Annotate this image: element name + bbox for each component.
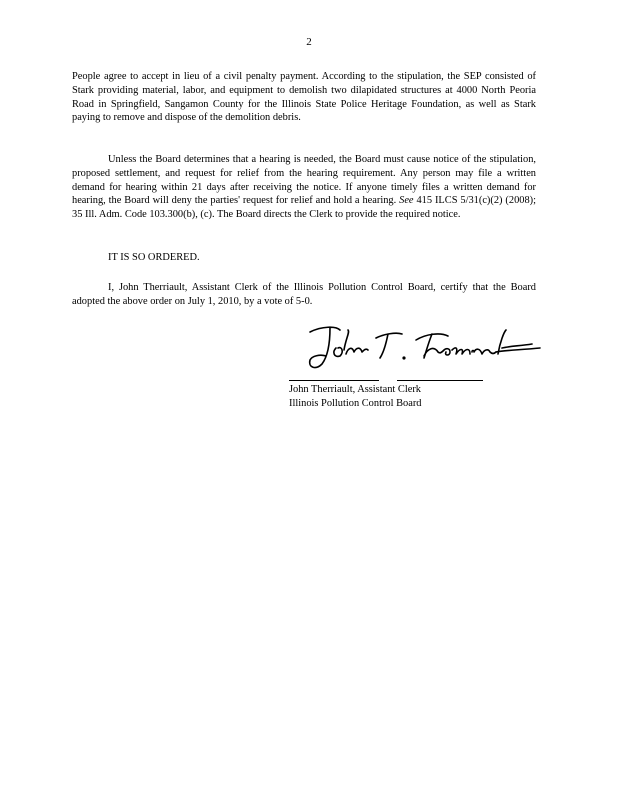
hearing-notice-paragraph [72, 153, 536, 222]
so-ordered-paragraph [72, 251, 536, 265]
signature-line-left [289, 380, 379, 381]
certification-text: I, John Therriault, Assistant Clerk of the Illinois Pollution Control Board, certify that the Board adopted the above order on July 1, 2010, by a vote of 5-0. [72, 282, 536, 307]
see-citation-signal: See [399, 195, 414, 207]
sep-paragraph [72, 70, 536, 125]
hearing-notice-text-part2: 415 ILCS 5/31(c)(2) (2008); 35 Ill. Adm. Code 103.300(b), (c). The Board directs the Clerk to provide the required notice. [72, 195, 537, 221]
signatory-name-title: John Therriault, Assistant Clerk [289, 384, 421, 395]
certification-paragraph [72, 281, 536, 309]
hearing-notice-text-part1: Unless the Board determines that a hearing is needed, the Board must cause notice of the stipulation, proposed settlement, and request for relief from the hearing requirement. Any person may file a written demand for hearing within 21 days after receiving the notice. If anyone timely files a written demand for hearing, the Board will deny the parties' request for relief and hold a hearing. [72, 154, 536, 207]
hearing-notice-text [72, 153, 536, 222]
signature-line-right [397, 380, 483, 381]
page-number: 2 [306, 36, 312, 48]
signatory-organization: Illinois Pollution Control Board [289, 398, 422, 409]
so-ordered-text: IT IS SO ORDERED. [108, 252, 200, 263]
sep-paragraph-text: People agree to accept in lieu of a civil penalty payment. According to the stipulation, the SEP consisted of Stark providing material, labor, and equipment to demolish two dilapidated structures at 4000 North Peoria Road in Springfield, Sangamon County for the Illinois State Police Heritage Foundation, as well as Stark paying to remove and dispose of the demolition debris. [72, 71, 536, 124]
handwritten-signature [300, 318, 550, 378]
